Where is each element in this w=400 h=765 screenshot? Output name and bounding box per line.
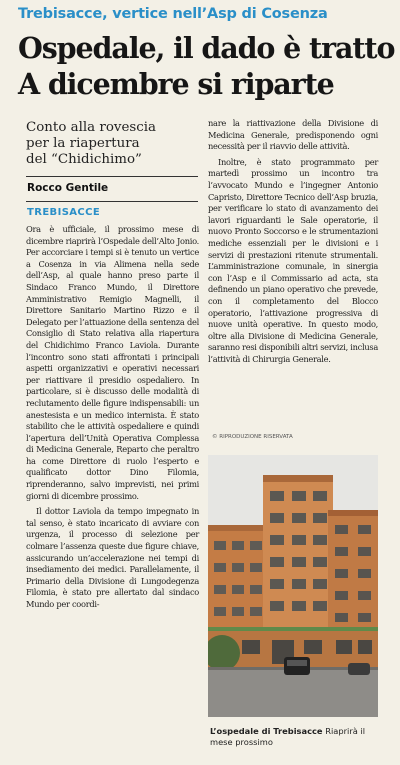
subheadline (26, 120, 196, 168)
subhead-line-2: per la riapertura (26, 136, 140, 151)
dateline: TREBISACCE (27, 207, 101, 218)
kicker: Trebisacce, vertice nell’Asp di Cosenza (18, 6, 328, 22)
subhead-line-3: del “Chidichimo” (26, 152, 142, 167)
paragraph: Ora è ufficiale, il prossimo mese di dicembre riaprirà l’Ospedale dell’Alto Jonio. Per accorciare i tempi si è tenuto un vertice a Cosenza in via Alimena nella sede dell’Asp, al quale hanno preso parte il Sindaco Franco Mundo, il Direttore Amministrativo Remigio Magnelli, il Direttore Sanitario Martino Rizzo e il Delegato per l’attuazione della sentenza del Consiglio di Stato relativa alla riapertura del Chidichimo Franco Laviola. Durante l’incontro sono stati affrontati i principali aspetti organizzativi e operativi necessari per riattivare il presidio ospedaliero. In particolare, si è discusso delle modalità di reclutamento delle figure indispensabili: un anestesista e un medico internista. È stato stabilito che le attività ospedaliere e quindi l’apertura dell’Unità Operativa Complessa di Medicina Generale, Reparto che peraltro ha come Direttore di ruolo l’esperto e qualificato dottor Dino Filomia, riprenderanno, salvo imprevisti, nei primi giorni di dicembre prossimo. (26, 224, 199, 501)
headline-line-1: Ospedale, il dado è tratto (18, 31, 395, 65)
photo-caption (210, 726, 380, 747)
divider-bottom (26, 201, 198, 202)
caption-text: Riaprirà il mese prossimo (210, 726, 366, 747)
paragraph: Il dottor Laviola da tempo impegnato in tal senso, è stato incaricato di avviare con urgenza, il processo di selezione per colmare l’assenza queste due figure chiave, assicurando un’accelerazione nei tempi di insediamento dei medici. Parallelamente, il Primario della Divisione di Lungodegenza Filomia, è stato pre allertato dal sindaco Mundo per coordi- (26, 506, 199, 609)
article-column-1 (26, 224, 199, 611)
subhead-line-1: Conto alla rovescia (26, 120, 157, 135)
article-column-2 (208, 118, 378, 365)
caption-title: L’ospedale di Trebisacce (210, 726, 323, 736)
divider-top (26, 176, 198, 177)
paragraph: nare la riattivazione della Divisione di Medicina Generale, predisponendo ogni necessità per il riavvio delle attività. (208, 118, 378, 152)
paragraph: Inoltre, è stato programmato per martedì prossimo un incontro tra l’avvocato Mundo e l’ingegner Antonio Capristo, Direttore Tecnico dell’Asp bruzia, per verificare lo stato di avanzamento dei lavori riguardanti le Sale operatorie, il nuovo Pronto Soccorso e le strumentazioni mediche essenziali per le divisioni e i servizi di prestazioni ritenute strumentali. L’amministrazione comunale, in sinergia con l’Asp e il Commissario ad acta, sta definendo un piano operativo che prevede, con il completamento del Blocco operatorio, l’attivazione progressiva di nuove unità operative. In questo modo, oltre alla Divisione di Medicina Generale, saranno resi disponibili altri servizi, inclusa l’attività di Chirurgia Generale. (208, 156, 379, 364)
copyright-credit: © RIPRODUZIONE RISERVATA (212, 434, 293, 440)
headline-line-2: A dicembre si riparte (18, 67, 334, 101)
byline: Rocco Gentile (27, 182, 109, 194)
headline (18, 30, 393, 102)
hospital-photo (208, 455, 378, 717)
